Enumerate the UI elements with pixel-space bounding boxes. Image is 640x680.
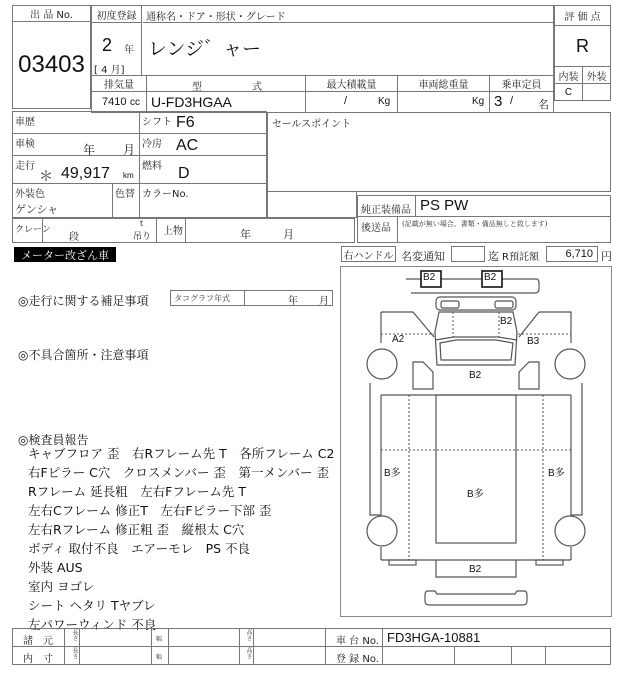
inner-length-value: [80, 647, 152, 664]
body-year-unit: 年: [240, 228, 251, 241]
inner-width-value: [169, 647, 240, 664]
name-change-label: 名変通知: [401, 250, 445, 263]
registration-label: 登 録 No.: [326, 647, 383, 664]
tachograph-box: [170, 290, 333, 306]
name-label: 通称名・ドア・形状・グレード: [143, 6, 553, 23]
rear-bumper: [425, 591, 527, 605]
mark-cab-floor: B2: [469, 370, 482, 381]
shift: F6: [176, 114, 195, 131]
equipment-label: 純正装備品: [358, 196, 416, 217]
wheel-fr: [555, 349, 585, 379]
report-line: ボディ 取付不良 エアーモレ PS 不良: [28, 541, 251, 556]
specs-length-value: [80, 629, 152, 647]
body-label: 上物: [156, 219, 186, 242]
inner-height-label: 高さ: [240, 647, 254, 664]
wheel-fl: [367, 349, 397, 379]
specs-width-label: 幅: [152, 629, 169, 647]
history-cell: [13, 112, 140, 134]
first-registration-month: [ 4 月]: [94, 65, 125, 76]
details-box: [12, 111, 267, 218]
color: ゲンシャ: [15, 203, 59, 216]
mileage: 49,917: [61, 165, 110, 182]
mileage-unit: km: [123, 171, 134, 180]
recycle-label: R預託額: [502, 252, 539, 263]
interior-grade: C: [555, 84, 583, 100]
wheel-rr: [555, 516, 585, 546]
report-line: 室内 ヨゴレ: [28, 579, 95, 594]
first-registration-cell: [92, 23, 142, 75]
lot-number-label: 出 品 No.: [13, 6, 90, 22]
displacement-unit: cc: [130, 97, 140, 108]
specs-height-value: [254, 629, 326, 647]
registration-cell-4: [546, 647, 610, 664]
inspection-year-unit: 年: [83, 143, 96, 157]
color-cell: [13, 184, 113, 217]
exterior-grade: [583, 84, 610, 100]
mileage-mark: ＊: [39, 168, 53, 184]
footer-table: [12, 628, 611, 665]
registration-cell-3: [512, 647, 546, 664]
ac-cell: [140, 134, 266, 156]
fuel-cell: [140, 156, 266, 184]
capacity-slash: /: [510, 95, 514, 107]
yen-unit: 円: [601, 250, 612, 263]
mark-right-front: B3: [527, 336, 540, 347]
displacement-cell: [92, 92, 147, 112]
chassis-number: FD3HGA-10881: [383, 629, 610, 647]
interior-label: 内装: [555, 66, 583, 84]
history-label: 車歴: [15, 117, 35, 128]
inner-label: 内 寸: [13, 647, 65, 664]
max-load-slash: /: [344, 95, 348, 107]
color-number-label: カラーNo.: [142, 189, 189, 200]
sales-point-spacer: [267, 192, 357, 218]
odometer-tampered-badge: メーター改ざん車: [14, 247, 116, 262]
score: R: [576, 35, 589, 56]
lot-number: 03403: [18, 51, 85, 78]
specs-width-value: [169, 629, 240, 647]
mark-bed-left: B多: [384, 468, 401, 479]
specs-label: 諸 元: [13, 629, 65, 647]
sales-point-box[interactable]: [267, 112, 611, 192]
report-line: Rフレーム 延長粗 左右Fフレーム先 T: [28, 484, 246, 499]
body-month-unit: 月: [283, 228, 294, 241]
mark-bed-center: B多: [467, 489, 484, 500]
crane-stage-unit: 段: [69, 232, 79, 243]
equipment-box: [357, 195, 611, 243]
report-line: シート ヘタリ Tヤブレ: [28, 598, 156, 613]
model-label-1: 型: [192, 82, 202, 93]
score-box: [554, 5, 611, 101]
crane-ton-unit: t: [140, 219, 144, 228]
mark-left-front: A2: [392, 334, 405, 345]
crane-label: クレーン: [13, 219, 43, 242]
report-line: 外装 AUS: [28, 560, 83, 575]
mark-front-bumper-right: B2: [484, 272, 497, 283]
inspection-cell: [13, 134, 140, 156]
truck-diagram: [340, 266, 612, 617]
crane-hoist-unit: 吊り: [133, 232, 152, 242]
max-load-unit: Kg: [378, 96, 391, 107]
max-load-label: 最大積載量: [306, 75, 398, 92]
report-line: 右Fピラー C穴 クロスメンバー 歪 第一メンバー 歪: [28, 465, 330, 480]
later-items-label: 後送品: [358, 217, 398, 242]
max-load-cell: [306, 92, 398, 112]
bed-floor: [436, 395, 516, 543]
name-change-value[interactable]: [451, 246, 485, 262]
tachograph-year-unit: 年: [288, 296, 298, 307]
crane-row: [12, 218, 355, 243]
shift-cell: [140, 112, 266, 134]
mileage-cell: [13, 156, 140, 184]
shift-label: シフト: [142, 117, 172, 128]
wheel-rl: [367, 516, 397, 546]
mark-bed-right: B多: [548, 468, 565, 479]
mark-front-bumper-left: B2: [423, 272, 436, 283]
tachograph-label: タコグラフ年式: [171, 291, 245, 305]
specs-length-label: 長さ: [65, 629, 80, 647]
inner-width-label: 幅: [152, 647, 169, 664]
report-line: 左右Cフレーム 修正T 左右Fピラー下部 歪: [28, 503, 272, 518]
inspection-label: 車検: [15, 139, 35, 150]
later-items-note: (記載が無い場合、書類・備品無しと致します): [402, 220, 548, 228]
displacement-label: 排気量: [92, 75, 147, 92]
recycle-mark: 迄: [488, 250, 499, 263]
fuel: D: [178, 165, 190, 182]
specs-height-label: 高さ: [240, 629, 254, 647]
model-code: U-FD3HGAA: [147, 92, 306, 112]
vehicle-info-box: [91, 5, 554, 113]
inner-length-label: 長さ: [65, 647, 80, 664]
displacement: 7410: [102, 96, 127, 108]
lot-number-box: [12, 5, 91, 109]
color-label: 外装色: [15, 189, 45, 200]
report-line: 左パワーウィンド 不良: [28, 617, 157, 632]
ac-label: 冷房: [142, 139, 162, 150]
capacity: 3: [494, 93, 503, 110]
right-hand-drive-badge: 右ハンドル: [341, 246, 396, 262]
report-line: 左右Rフレーム 修正粗 歪 縦根太 C穴: [28, 522, 245, 537]
registration-cell-2: [455, 647, 512, 664]
equipment: PS PW: [416, 196, 610, 217]
score-label: 評 価 点: [555, 6, 610, 26]
first-registration-label: 初度登録: [92, 6, 142, 23]
gross-weight-cell: [398, 92, 490, 112]
mark-cab-front: B2: [500, 316, 513, 327]
color-change-cell: [113, 184, 140, 217]
mileage-label: 走行: [15, 161, 35, 172]
tachograph-month-unit: 月: [319, 296, 329, 307]
gross-weight-label: 車両総重量: [398, 75, 490, 92]
gross-weight-unit: Kg: [472, 96, 485, 107]
sales-point-label: セールスポイント: [272, 119, 352, 130]
fuel-label: 燃料: [142, 161, 162, 172]
inspector-report: [28, 444, 338, 634]
inspector-title: ◎検査員報告: [18, 433, 89, 447]
inner-height-value: [254, 647, 326, 664]
year-unit: 年: [124, 45, 134, 56]
first-registration-year: 2: [102, 35, 113, 55]
capacity-label: 乗車定員: [490, 75, 553, 92]
car-name: レンジ゛ャー: [148, 39, 262, 60]
ac: AC: [176, 137, 199, 154]
capacity-cell: [490, 92, 553, 112]
color-change-label: 色替: [115, 189, 135, 200]
exterior-label: 外装: [583, 66, 610, 84]
registration-cell-1: [383, 647, 455, 664]
capacity-unit: 名: [538, 98, 549, 111]
driving-notes-title: ◎走行に関する補足事項: [18, 294, 149, 308]
inspection-month-unit: 月: [123, 143, 136, 157]
report-line: キャブフロア 歪 右Rフレーム先 T 各所フレーム C2: [28, 446, 335, 461]
mark-rear: B2: [469, 564, 482, 575]
model-label: [147, 75, 306, 92]
color-number-cell: [140, 184, 266, 217]
defects-title: ◎不具合箇所・注意事項: [18, 348, 149, 362]
chassis-label: 車 台 No.: [326, 629, 383, 647]
model-label-2: 式: [252, 82, 262, 93]
recycle-amount: 6,710: [546, 246, 598, 262]
